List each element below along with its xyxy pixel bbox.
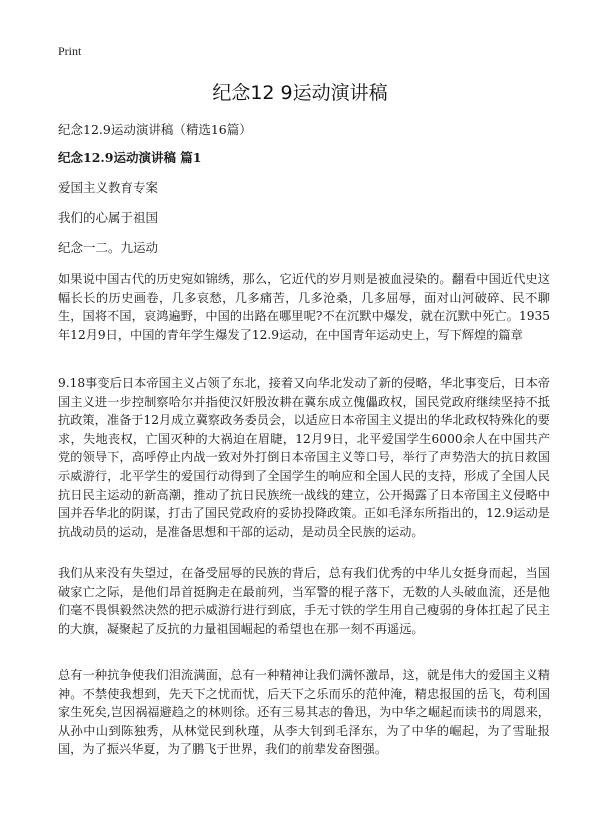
body-paragraph: 如果说中国古代的历史宛如锦绣，那么，它近代的岁月则是被血浸染的。翻看中国近代史这幅长长的历史画卷，几多哀愁，几多痛苦，几多沧桑，几多屈辱，面对山河破碎、民不聊生，国将不国，哀鸿遍野，中国的出路在哪里呢?不在沉默中爆发，就在沉默中死亡。1935年12月9日，中国的青年学生爆发了12.9运动，在中国青年运动史上，写下辉煌的篇章 — [58, 272, 550, 342]
intro-line: 我们的心属于祖国 — [58, 210, 159, 225]
intro-line: 纪念一二。九运动 — [58, 240, 159, 255]
document-subtitle: 纪念12.9运动演讲稿（精选16篇） — [58, 122, 252, 137]
intro-line: 爱国主义教育专案 — [58, 180, 159, 195]
section-heading: 纪念12.9运动演讲稿 篇1 — [58, 150, 202, 165]
body-paragraph: 我们从来没有失望过，在备受屈辱的民族的背后，总有我们优秀的中华儿女挺身而起，当国破家亡之际，是他们昂首挺胸走在最前列，当军警的棍子落下，无数的人头破血流，还是他们毫不畏惧毅然决然的把示威游行进行到底，手无寸铁的学生用自己瘦弱的身体扛起了民主的大旗，凝聚起了反抗的力量祖国崛起的希望也在那一刻不再遥远。 — [58, 566, 550, 636]
print-link[interactable]: Print — [58, 44, 82, 58]
body-paragraph: 9.18事变后日本帝国主义占领了东北，接着又向华北发动了新的侵略，华北事变后，日本帝国主义进一步控制察哈尔并指使汉奸殷汝耕在冀东成立傀儡政权，国民党政府继续坚持不抵抗政策，准备于12月成立冀察政务委员会，以适应日本帝国主义提出的华北政权特殊化的要求，失地丧权，亡国灭种的大祸迫在眉睫，12月9日，北平爱国学生6000余人在中国共产党的领导下，高呼停止内战一致对外打倒日本帝国主义等口号，举行了声势浩大的抗日救国示威游行，北平学生的爱国行动得到了全国学生的响应和全国人民的支持，形成了全国人民抗日民主运动的新高潮，推动了抗日民族统一战线的建立，公开揭露了日本帝国主义侵略中国并吞华北的阴谋，打击了国民党政府的妥协投降政策。正如毛泽东所指出的，12.9运动是抗战动员的运动，是准备思想和干部的运动，是动员全民族的运动。 — [58, 376, 550, 539]
body-paragraph: 总有一种抗争使我们泪流满面，总有一种精神让我们满怀激昂，这，就是伟大的爱国主义精神。不禁使我想到，先天下之忧而忧，后天下之乐而乐的范仲淹，精忠报国的岳飞，苟利国家生死矣,岂因祸福避趋之的林则徐。还有三易其志的鲁迅，为中华之崛起而读书的周恩来，从孙中山到陈独秀，从林觉民到秋瑾，从李大钊到毛泽东，为了中华的崛起，为了雪耻报国，为了振兴华夏，为了鹏飞于世界，我们的前辈发奋图强。 — [58, 668, 550, 757]
page-title: 纪念12 9运动演讲稿 — [212, 82, 388, 104]
